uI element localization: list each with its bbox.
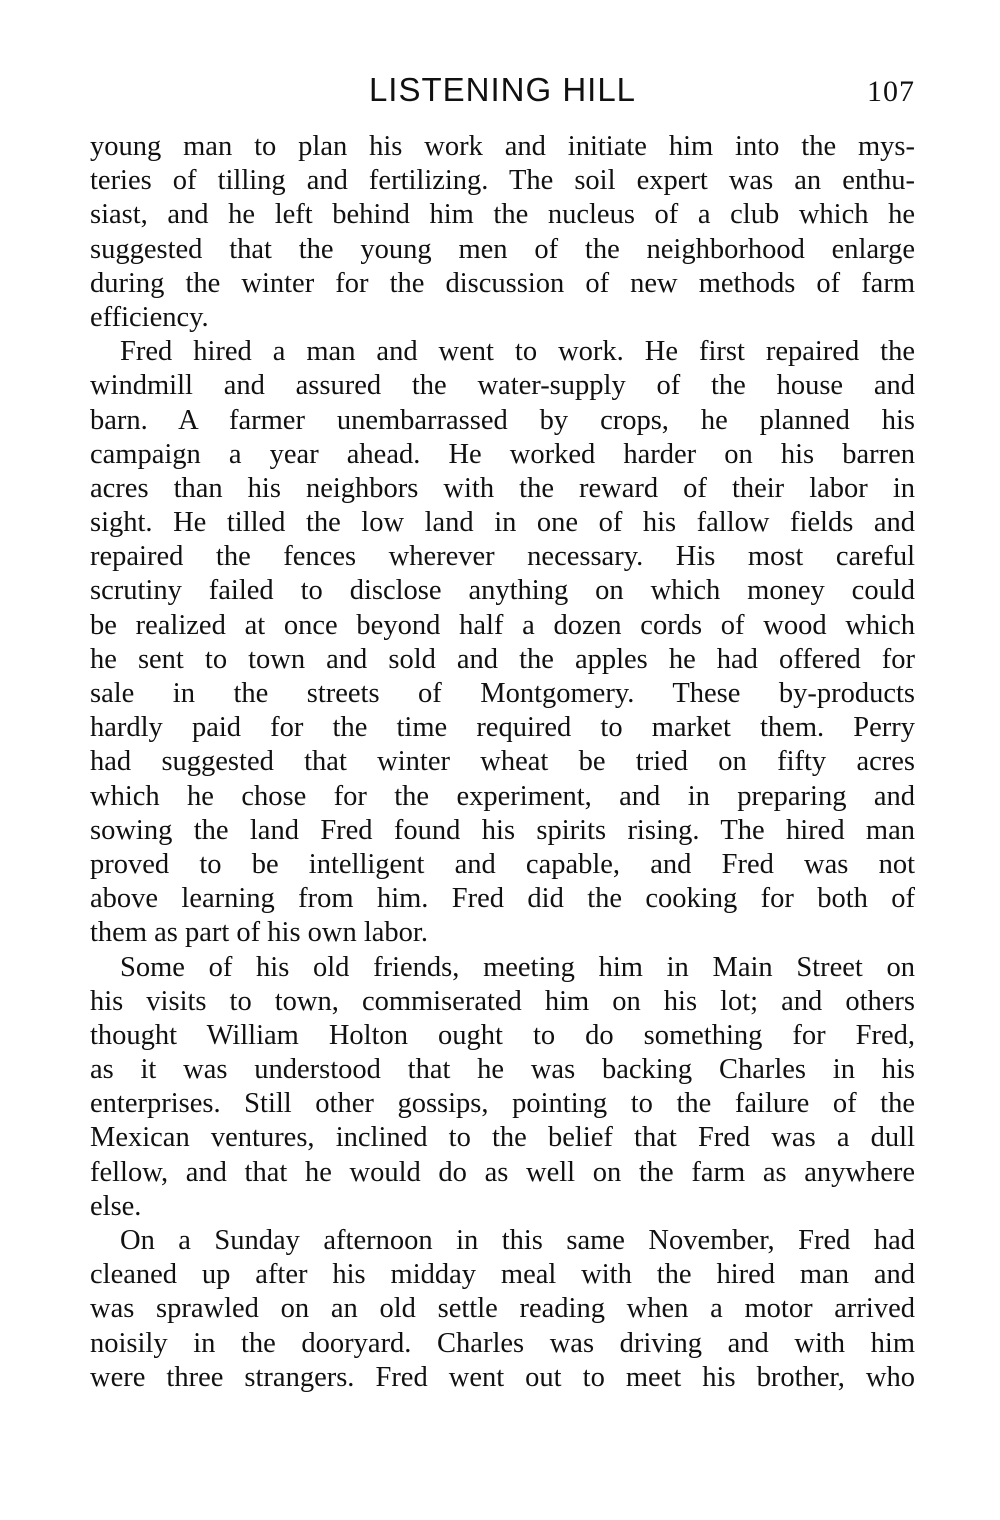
text-line: Mexican ventures, inclined to the belief that Fred was a dull: [90, 1122, 915, 1154]
text-line: during the winter for the discussion of new methods of farm: [90, 267, 915, 299]
text-line: them as part of his own labor.: [90, 917, 428, 949]
text-line: cleaned up after his midday meal with the hired man and: [90, 1259, 915, 1291]
text-line: proved to be intelligent and capable, and Fred was not: [90, 848, 915, 880]
text-line: which he chose for the experiment, and in preparing and: [90, 780, 915, 812]
text-line: he sent to town and sold and the apples he had offered for: [90, 643, 915, 675]
text-line: barn. A farmer unembarrassed by crops, he planned his: [90, 404, 915, 436]
running-title: LISTENING HILL: [368, 71, 637, 108]
text-line: sowing the land Fred found his spirits rising. The hired man: [90, 814, 915, 846]
text-line: else.: [90, 1190, 142, 1222]
text-line: thought William Holton ought to do something for Fred,: [90, 1019, 915, 1051]
text-line: fellow, and that he would do as well on the farm as anywhere: [90, 1156, 915, 1188]
text-line: noisily in the dooryard. Charles was driving and with him: [90, 1327, 915, 1359]
text-line: campaign a year ahead. He worked harder on his barren: [90, 438, 915, 470]
text-line: had suggested that winter wheat be tried on fifty acres: [90, 746, 915, 778]
text-line: as it was understood that he was backing Charles in his: [90, 1054, 915, 1086]
text-line: teries of tilling and fertilizing. The soil expert was an enthu-: [90, 165, 915, 197]
text-line: was sprawled on an old settle reading when a motor arrived: [90, 1293, 915, 1325]
text-line: sale in the streets of Montgomery. These by-products: [90, 678, 915, 709]
text-line: siast, and he left behind him the nucleus of a club which he: [90, 199, 915, 231]
text-line: windmill and assured the water-supply of the house and: [90, 370, 915, 402]
text-line: scrutiny failed to disclose anything on which money could: [90, 575, 915, 607]
body-text: [90, 130, 915, 1395]
running-head: [90, 68, 915, 112]
text-line: were three strangers. Fred went out to meet his brother, who: [90, 1361, 915, 1393]
text-line: On a Sunday afternoon in this same November, Fred had: [120, 1225, 915, 1256]
text-line: Some of his old friends, meeting him in Main Street on: [120, 951, 915, 983]
text-line: repaired the fences wherever necessary. His most careful: [90, 541, 915, 573]
text-line: suggested that the young men of the neighborhood enlarge: [90, 233, 915, 265]
text-line: efficiency.: [90, 301, 209, 333]
text-line: above learning from him. Fred did the cooking for both of: [90, 883, 915, 915]
text-line: Fred hired a man and went to work. He first repaired the: [120, 336, 915, 368]
text-line: enterprises. Still other gossips, pointing to the failure of the: [90, 1088, 915, 1120]
text-line: his visits to town, commiserated him on his lot; and others: [90, 985, 915, 1017]
text-line: acres than his neighbors with the reward of their labor in: [90, 472, 915, 504]
text-line: hardly paid for the time required to market them. Perry: [90, 712, 915, 744]
page-number: 107: [867, 75, 915, 108]
text-line: young man to plan his work and initiate him into the mys-: [90, 131, 915, 162]
text-line: be realized at once beyond half a dozen cords of wood which: [90, 609, 915, 641]
text-line: sight. He tilled the low land in one of his fallow fields and: [90, 507, 915, 539]
